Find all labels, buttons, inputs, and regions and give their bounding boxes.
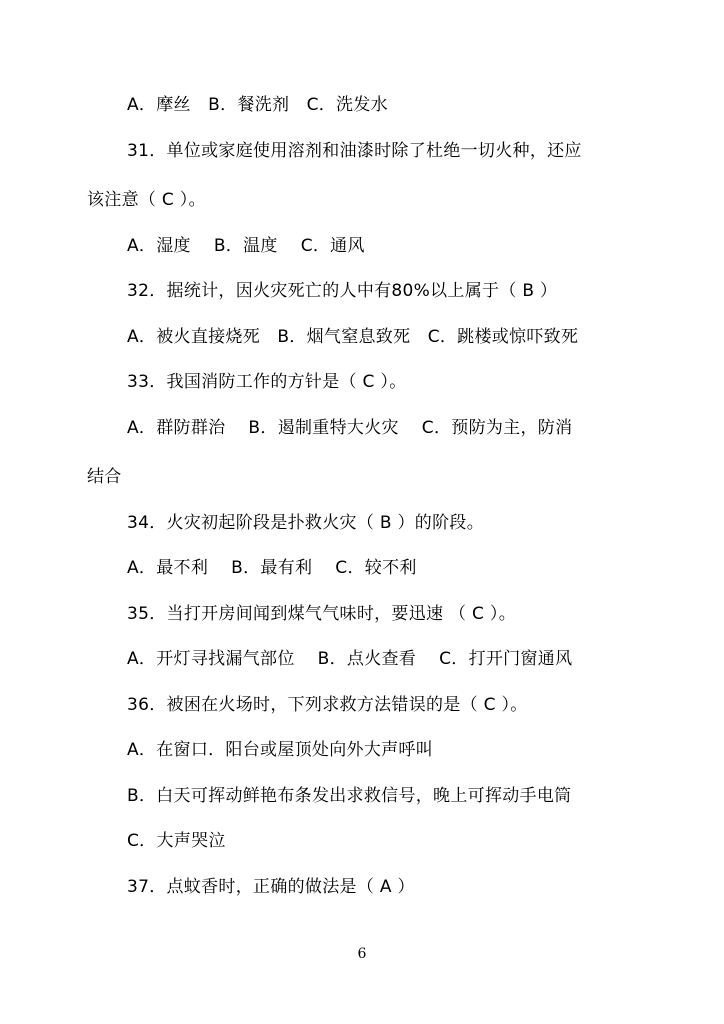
text-line: A．群防群治 B．遏制重特大火灾 C．预防为主，防消 (127, 418, 573, 438)
question-35: 35．当打开房间闻到煤气气味时，要迅速 （ C ）。 (127, 604, 517, 624)
text-line: B．白天可挥动鲜艳布条发出求救信号，晚上可挥动手电筒 (127, 786, 572, 806)
question-31: 31．单位或家庭使用溶剂和油漆时除了杜绝一切火种，还应 (127, 141, 582, 161)
text-line: 该注意（ C ）。 (87, 190, 206, 210)
question-32: 32．据统计，因火灾死亡的人中有80%以上属于（ B ） (127, 281, 558, 301)
text-line: A．开灯寻找漏气部位 B．点火查看 C．打开门窗通风 (127, 649, 573, 669)
question-36: 36．被困在火场时，下列求救方法错误的是（ C ）。 (127, 695, 528, 715)
question-34: 34．火灾初起阶段是扑救火灾（ B ）的阶段。 (127, 513, 485, 533)
text-line: A．摩丝 B．餐洗剂 C．洗发水 (127, 95, 388, 115)
text-line: A．被火直接烧死 B．烟气窒息致死 C．跳楼或惊吓致死 (127, 327, 579, 347)
page-number: 6 (357, 946, 367, 962)
question-33: 33．我国消防工作的方针是（ C ）。 (127, 372, 407, 392)
text-line: C．大声哭泣 (127, 831, 226, 851)
question-37: 37．点蚊香时，正确的做法是（ A ） (127, 877, 415, 897)
text-line: A．湿度 B．温度 C．通风 (127, 236, 365, 256)
text-line: 结合 (87, 467, 122, 487)
text-line: A．最不利 B．最有利 C．较不利 (127, 558, 417, 578)
text-line: A．在窗口．阳台或屋顶处向外大声呼叫 (127, 740, 434, 760)
